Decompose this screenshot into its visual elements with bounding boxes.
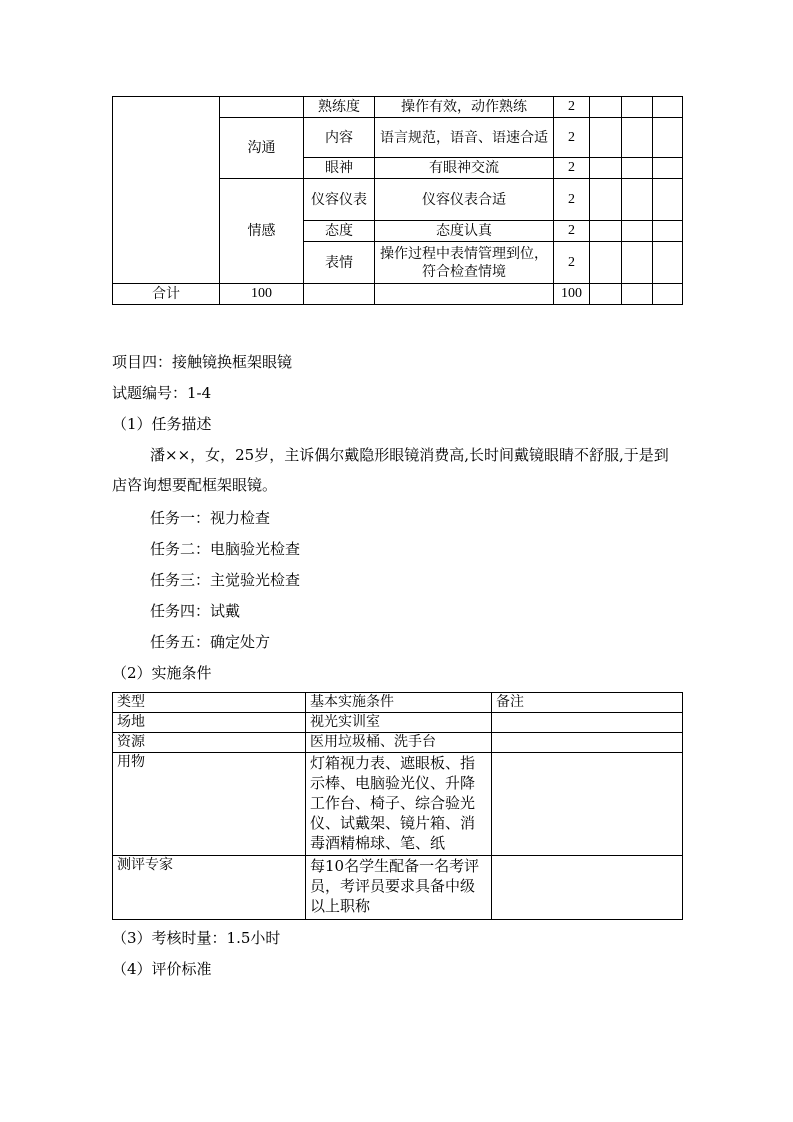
table-row (113, 733, 683, 753)
sub-item-cell: 表情 (304, 242, 375, 284)
table-row (113, 713, 683, 733)
table-row-total (113, 284, 683, 305)
blank-cell (622, 242, 653, 284)
project-title: 项目四：接触镜换框架眼镜 (112, 353, 293, 371)
total-value-cell: 100 (220, 284, 304, 305)
blank-cell (304, 284, 375, 305)
task-item: 任务四：试戴 (150, 602, 241, 620)
task-item: 任务五：确定处方 (150, 633, 271, 651)
type-cell: 场地 (113, 713, 306, 733)
blank-cell (590, 179, 622, 221)
blank-cell (622, 179, 653, 221)
blank-cell (622, 118, 653, 158)
table-header-row (113, 693, 683, 713)
header-type: 类型 (113, 693, 306, 713)
blank-cell (590, 158, 622, 179)
blank-cell (590, 118, 622, 158)
blank-cell (653, 118, 683, 158)
description-cell: 操作有效，动作熟练 (375, 97, 554, 118)
table-row (113, 856, 683, 920)
score-cell: 2 (554, 118, 590, 158)
content-cell: 每10名学生配备一名考评员，考评员要求具备中级以上职称 (306, 856, 492, 920)
note-cell (492, 733, 683, 753)
blank-cell (653, 221, 683, 242)
score-cell: 2 (554, 242, 590, 284)
blank-cell (653, 158, 683, 179)
sub-item-cell: 仪容仪表 (304, 179, 375, 221)
note-cell (492, 856, 683, 920)
blank-cell (590, 284, 622, 305)
sub-item-cell: 熟练度 (304, 97, 375, 118)
score-cell: 2 (554, 179, 590, 221)
type-cell: 资源 (113, 733, 306, 753)
blank-cell (622, 284, 653, 305)
blank-cell (590, 221, 622, 242)
content-cell: 医用垃圾桶、洗手台 (306, 733, 492, 753)
description-cell: 有眼神交流 (375, 158, 554, 179)
description-cell: 语言规范，语音、语速合适 (375, 118, 554, 158)
group-cell: 沟通 (220, 118, 304, 179)
score-cell: 2 (554, 221, 590, 242)
category-cell (113, 97, 220, 284)
task-description-paragraph: 潘××，女，25岁，主诉偶尔戴隐形眼镜消费高,长时间戴镜眼睛不舒服,于是到店咨询想要配框架眼镜。 (112, 446, 669, 494)
task-item: 任务二：电脑验光检查 (150, 540, 301, 558)
blank-cell (622, 158, 653, 179)
content-cell: 灯箱视力表、遮眼板、指示棒、电脑验光仪、升降工作台、椅子、综合验光仪、试戴架、镜片箱、消毒酒精棉球、笔、纸 (306, 753, 492, 856)
blank-cell (653, 179, 683, 221)
type-cell: 用物 (113, 753, 306, 856)
task-item: 任务一：视力检查 (150, 509, 271, 527)
description-cell: 操作过程中表情管理到位，符合检查情境 (375, 242, 554, 284)
task-item: 任务三：主觉验光检查 (150, 571, 301, 589)
score-cell: 2 (554, 97, 590, 118)
blank-cell (622, 97, 653, 118)
section-duration: （3）考核时量：1.5小时 (112, 929, 281, 947)
total-label-cell: 合计 (113, 284, 220, 305)
description-cell: 仪容仪表合适 (375, 179, 554, 221)
note-cell (492, 753, 683, 856)
sub-item-cell: 态度 (304, 221, 375, 242)
table-row (113, 753, 683, 856)
content-cell: 视光实训室 (306, 713, 492, 733)
blank-cell (375, 284, 554, 305)
header-notes: 备注 (492, 693, 683, 713)
sub-item-cell: 内容 (304, 118, 375, 158)
question-number: 试题编号：1-4 (112, 384, 212, 402)
blank-cell (653, 242, 683, 284)
blank-cell (590, 97, 622, 118)
group-cell: 情感 (220, 179, 304, 284)
blank-cell (653, 284, 683, 305)
blank-cell (653, 97, 683, 118)
score-cell: 2 (554, 158, 590, 179)
note-cell (492, 713, 683, 733)
sub-item-cell: 眼神 (304, 158, 375, 179)
section-task-description-title: （1）任务描述 (112, 415, 212, 433)
type-cell: 测评专家 (113, 856, 306, 920)
scoring-table (112, 96, 683, 305)
blank-cell (590, 242, 622, 284)
conditions-table (112, 692, 683, 920)
blank-cell (622, 221, 653, 242)
section-evaluation-title: （4）评价标准 (112, 960, 212, 978)
section-conditions-title: （2）实施条件 (112, 664, 212, 682)
total-score-cell: 100 (554, 284, 590, 305)
group-cell (220, 97, 304, 118)
header-conditions: 基本实施条件 (306, 693, 492, 713)
table-row (113, 97, 683, 118)
description-cell: 态度认真 (375, 221, 554, 242)
